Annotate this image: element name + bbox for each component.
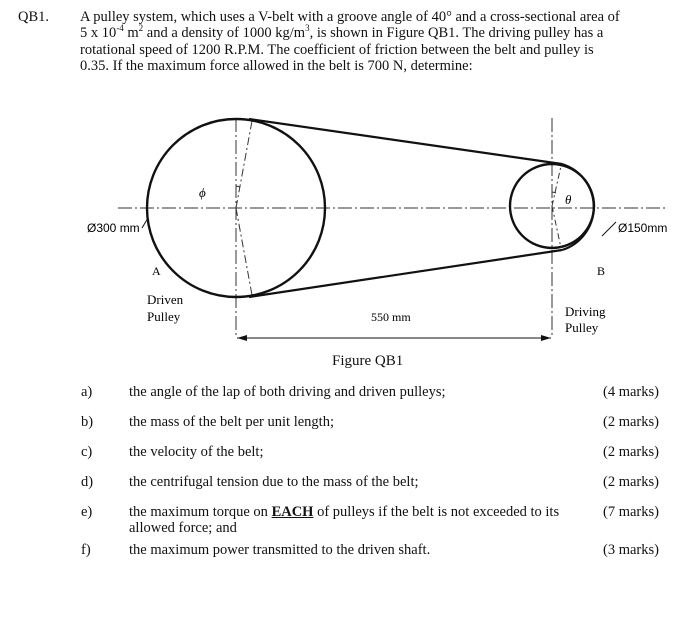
intro-line-3: rotational speed of 1200 R.P.M. The coefficient of friction between the belt and pulley is <box>80 41 594 58</box>
item-a-text: the angle of the lap of both driving and driven pulleys; <box>129 384 446 400</box>
driving-label-line-1: Driving <box>565 304 606 319</box>
driven-diameter-label: Ø300 mm <box>87 221 140 235</box>
driven-label-line-1: Driven <box>147 292 184 307</box>
intro-area-unit: m <box>123 25 139 42</box>
driven-radius-bottom <box>236 208 252 295</box>
item-e-letter: e) <box>81 504 93 520</box>
intro-line-2-end: , is shown in Figure QB1. The driving pulley has a <box>309 25 604 42</box>
center-distance-label: 550 mm <box>371 310 411 324</box>
theta-symbol: θ <box>565 192 572 207</box>
intro-density-exponent: 3 <box>305 23 310 34</box>
intro-area-unit-exponent: 2 <box>138 23 144 34</box>
point-a-label: A <box>152 264 161 278</box>
item-e-text <box>129 504 599 536</box>
item-e-text-post: of pulleys if the belt is not exceeded to its allowed force; and <box>129 504 560 536</box>
item-c-marks: (2 marks) <box>603 444 659 460</box>
item-a-letter: a) <box>81 384 93 400</box>
item-f-marks: (3 marks) <box>603 542 659 558</box>
driving-diameter-leader <box>602 222 616 236</box>
dimension-arrow-right <box>541 335 551 341</box>
phi-symbol: ϕ <box>199 185 206 200</box>
driving-radius-bottom <box>552 206 561 248</box>
question-number: QB1. <box>18 9 50 25</box>
item-f-text: the maximum power transmitted to the driven shaft. <box>129 542 431 558</box>
driving-label-line-2: Pulley <box>565 320 599 335</box>
driving-radius-top <box>552 166 561 206</box>
intro-area-mantissa: 5 x 10 <box>80 25 117 42</box>
item-b-text: the mass of the belt per unit length; <box>129 414 334 430</box>
point-b-label: B <box>597 264 606 278</box>
item-d-letter: d) <box>81 474 94 490</box>
intro-area-exponent: -4 <box>116 23 124 34</box>
item-d-marks: (2 marks) <box>603 474 659 490</box>
driven-radius-top <box>236 121 252 208</box>
intro-density: and a density of 1000 kg/m <box>143 25 306 42</box>
driven-label-line-2: Pulley <box>147 309 181 324</box>
item-e-emphasis: EACH <box>271 504 314 520</box>
intro-line-1: A pulley system, which uses a V-belt with a groove angle of 40° and a cross-sectional area of <box>80 9 620 25</box>
belt-arc-driving <box>562 164 594 250</box>
figure-caption: Figure QB1 <box>332 353 404 369</box>
intro-line-4: 0.35. If the maximum force allowed in the belt is 700 N, determine: <box>80 58 473 75</box>
item-c-text: the velocity of the belt; <box>129 444 264 460</box>
dimension-arrow-left <box>237 335 247 341</box>
item-c-letter: c) <box>81 444 93 460</box>
item-e-marks: (7 marks) <box>603 504 659 520</box>
driving-diameter-label: Ø150mm <box>618 221 668 235</box>
item-a-marks: (4 marks) <box>603 384 659 400</box>
phi-arc <box>236 186 240 187</box>
item-e-text-pre: the maximum torque on <box>129 504 272 520</box>
item-b-letter: b) <box>81 414 94 430</box>
item-b-marks: (2 marks) <box>603 414 659 430</box>
item-f-letter: f) <box>81 542 91 558</box>
item-d-text: the centrifugal tension due to the mass of the belt; <box>129 474 419 490</box>
